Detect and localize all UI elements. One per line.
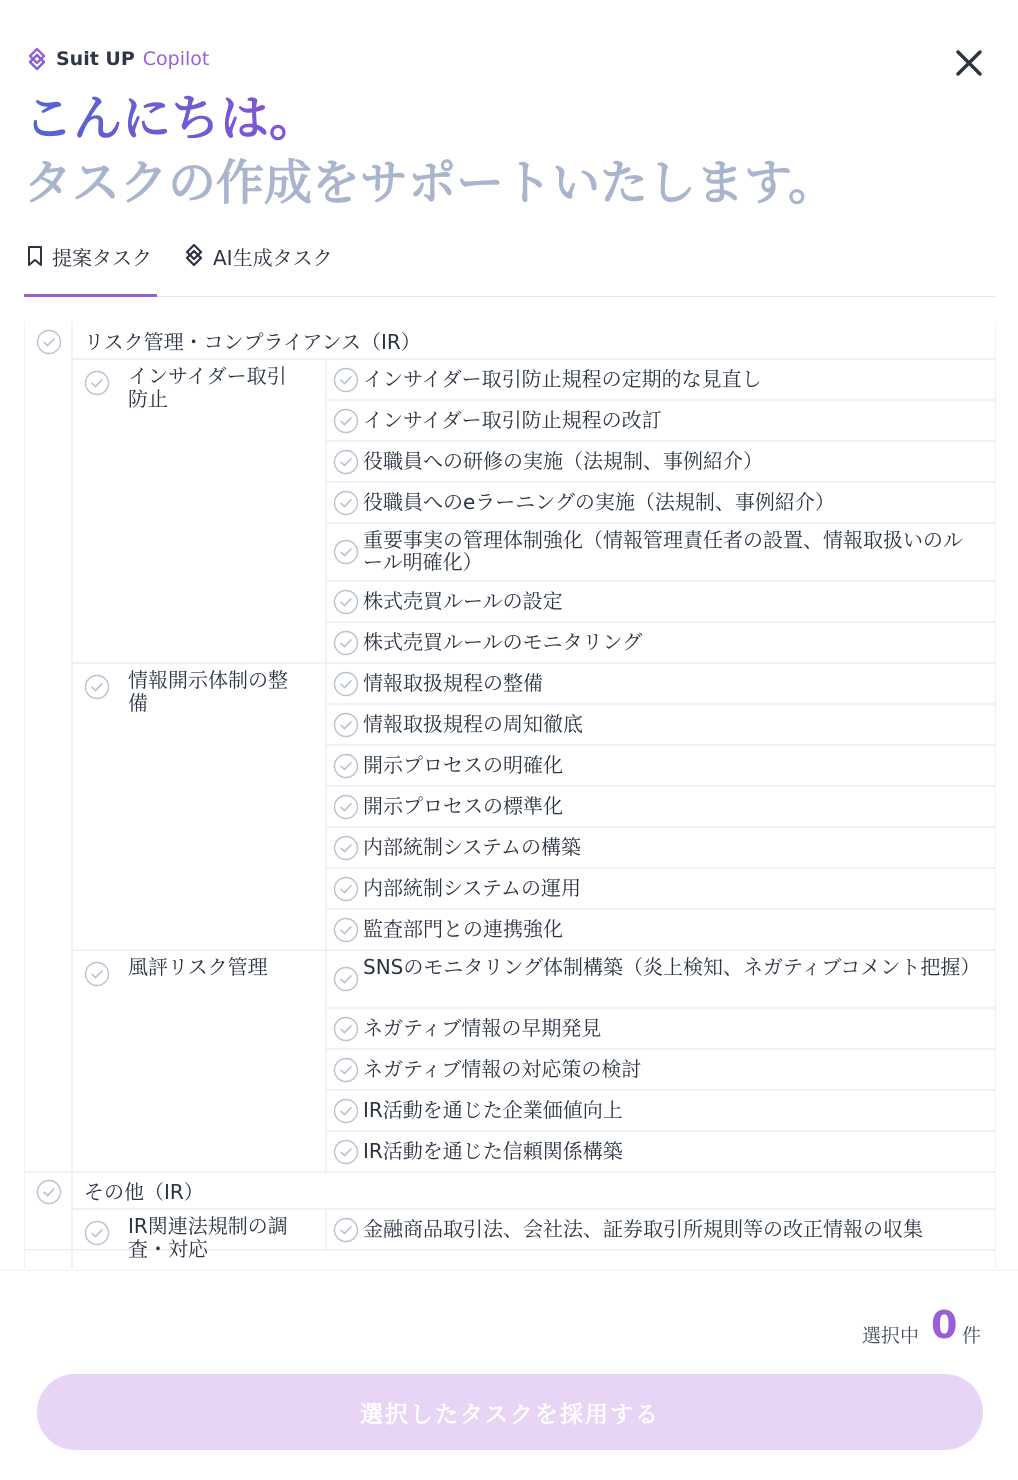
task-label: 重要事実の管理体制強化（情報管理責任者の設置、情報取扱いのルール明確化） — [363, 528, 963, 574]
footer — [0, 1270, 1018, 1480]
task-checkbox[interactable] — [333, 1016, 359, 1042]
check-circle-icon — [333, 589, 359, 615]
task-label: 監査部門との連携強化 — [363, 917, 563, 941]
check-circle-icon — [333, 367, 359, 393]
task-checkbox[interactable] — [333, 408, 359, 434]
check-circle-icon — [333, 671, 359, 697]
task-label: ネガティブ情報の対応策の検討 — [363, 1057, 642, 1081]
task-checkbox[interactable] — [333, 449, 359, 475]
active-tab-indicator — [24, 294, 157, 297]
task-label: インサイダー取引防止規程の定期的な見直し — [363, 367, 762, 391]
check-circle-icon — [84, 674, 110, 700]
task-label: 金融商品取引法、会社法、証券取引所規則等の改正情報の収集 — [363, 1217, 923, 1241]
check-circle-icon — [333, 1217, 359, 1243]
subcategory-checkbox[interactable] — [84, 961, 110, 987]
close-icon — [950, 44, 988, 82]
task-checkbox[interactable] — [333, 753, 359, 779]
check-circle-icon — [333, 794, 359, 820]
check-circle-icon — [333, 1057, 359, 1083]
subcategory-checkbox[interactable] — [84, 370, 110, 396]
check-circle-icon — [333, 1139, 359, 1165]
task-checkbox[interactable] — [333, 835, 359, 861]
task-checkbox[interactable] — [333, 630, 359, 656]
brand — [24, 46, 209, 72]
task-label: SNSのモニタリング体制構築（炎上検知、ネガティブコメント把握） — [363, 955, 981, 979]
task-checkbox[interactable] — [333, 671, 359, 697]
task-checkbox[interactable] — [333, 966, 359, 992]
task-checkbox[interactable] — [333, 589, 359, 615]
task-checkbox[interactable] — [333, 876, 359, 902]
adopt-selected-tasks-button[interactable]: 選択したタスクを採用する — [37, 1374, 983, 1450]
task-label: 開示プロセスの明確化 — [363, 753, 563, 777]
task-label: インサイダー取引防止規程の改訂 — [363, 408, 662, 432]
category-label: その他（IR） — [84, 1180, 204, 1204]
check-circle-icon — [333, 1098, 359, 1124]
suitup-logo-icon — [24, 46, 50, 72]
check-circle-icon — [333, 917, 359, 943]
category-label: リスク管理・コンプライアンス（IR） — [84, 330, 421, 354]
selected-unit: 件 — [962, 1325, 982, 1347]
subcategory-label: 情報開示体制の整備 — [128, 668, 288, 715]
selected-label: 選択中 — [862, 1325, 920, 1347]
subcategory-label: IR関連法規制の調査・対応 — [128, 1214, 288, 1261]
tab-label: 提案タスク — [52, 246, 152, 270]
check-circle-icon — [333, 753, 359, 779]
selected-count: 0 — [931, 1303, 958, 1347]
subcategory-label: インサイダー取引防止 — [128, 364, 287, 411]
check-circle-icon — [333, 712, 359, 738]
greeting-title: こんにちは。 — [24, 88, 318, 150]
task-checkbox[interactable] — [333, 1139, 359, 1165]
ai-logo-icon — [181, 242, 207, 268]
tab-bar — [24, 230, 996, 297]
task-label: 役職員への研修の実施（法規制、事例紹介） — [363, 449, 763, 473]
check-circle-icon — [333, 630, 359, 656]
task-checkbox[interactable] — [333, 490, 359, 516]
check-circle-icon — [333, 876, 359, 902]
task-checkbox[interactable] — [333, 1098, 359, 1124]
check-circle-icon — [333, 539, 359, 565]
subcategory-checkbox[interactable] — [84, 1220, 110, 1246]
task-checkbox[interactable] — [333, 367, 359, 393]
task-label: 開示プロセスの標準化 — [363, 794, 563, 818]
subcategory-label: 風評リスク管理 — [128, 955, 268, 979]
tab-label: AI生成タスク — [213, 246, 333, 270]
task-checkbox[interactable] — [333, 917, 359, 943]
check-circle-icon — [36, 1179, 62, 1205]
task-checkbox[interactable] — [333, 794, 359, 820]
check-circle-icon — [84, 961, 110, 987]
category-checkbox[interactable] — [36, 1179, 62, 1205]
task-label: IR活動を通じた信頼関係構築 — [363, 1139, 623, 1163]
task-label: 情報取扱規程の整備 — [363, 671, 543, 695]
header — [0, 0, 1018, 300]
task-checkbox[interactable] — [333, 539, 359, 565]
task-label: ネガティブ情報の早期発見 — [363, 1016, 602, 1040]
tab-ai-generated-tasks[interactable] — [181, 242, 333, 296]
task-checkbox[interactable] — [333, 1217, 359, 1243]
task-checkbox[interactable] — [333, 712, 359, 738]
check-circle-icon — [333, 490, 359, 516]
greeting-subtitle: タスクの作成をサポートいたします。 — [24, 155, 837, 211]
category-checkbox[interactable] — [36, 329, 62, 355]
tab-suggested-tasks[interactable] — [24, 242, 157, 296]
task-label: 内部統制システムの構築 — [363, 835, 581, 859]
check-circle-icon — [84, 370, 110, 396]
check-circle-icon — [36, 329, 62, 355]
check-circle-icon — [333, 408, 359, 434]
task-tree — [24, 322, 996, 1269]
task-label: 株式売買ルールのモニタリング — [363, 630, 643, 654]
bookmark-icon — [24, 244, 46, 268]
task-label: 情報取扱規程の周知徹底 — [363, 712, 583, 736]
close-button[interactable] — [950, 44, 988, 82]
check-circle-icon — [333, 835, 359, 861]
task-label: 内部統制システムの運用 — [363, 876, 581, 900]
brand-name: Suit UP — [56, 48, 135, 70]
task-checkbox[interactable] — [333, 1057, 359, 1083]
task-label: 株式売買ルールの設定 — [363, 589, 563, 613]
task-label: IR活動を通じた企業価値向上 — [363, 1098, 623, 1122]
check-circle-icon — [333, 449, 359, 475]
brand-sub: Copilot — [142, 48, 210, 70]
subcategory-checkbox[interactable] — [84, 674, 110, 700]
check-circle-icon — [333, 1016, 359, 1042]
task-label: 役職員へのeラーニングの実施（法規制、事例紹介） — [363, 490, 835, 514]
check-circle-icon — [333, 966, 359, 992]
check-circle-icon — [84, 1220, 110, 1246]
